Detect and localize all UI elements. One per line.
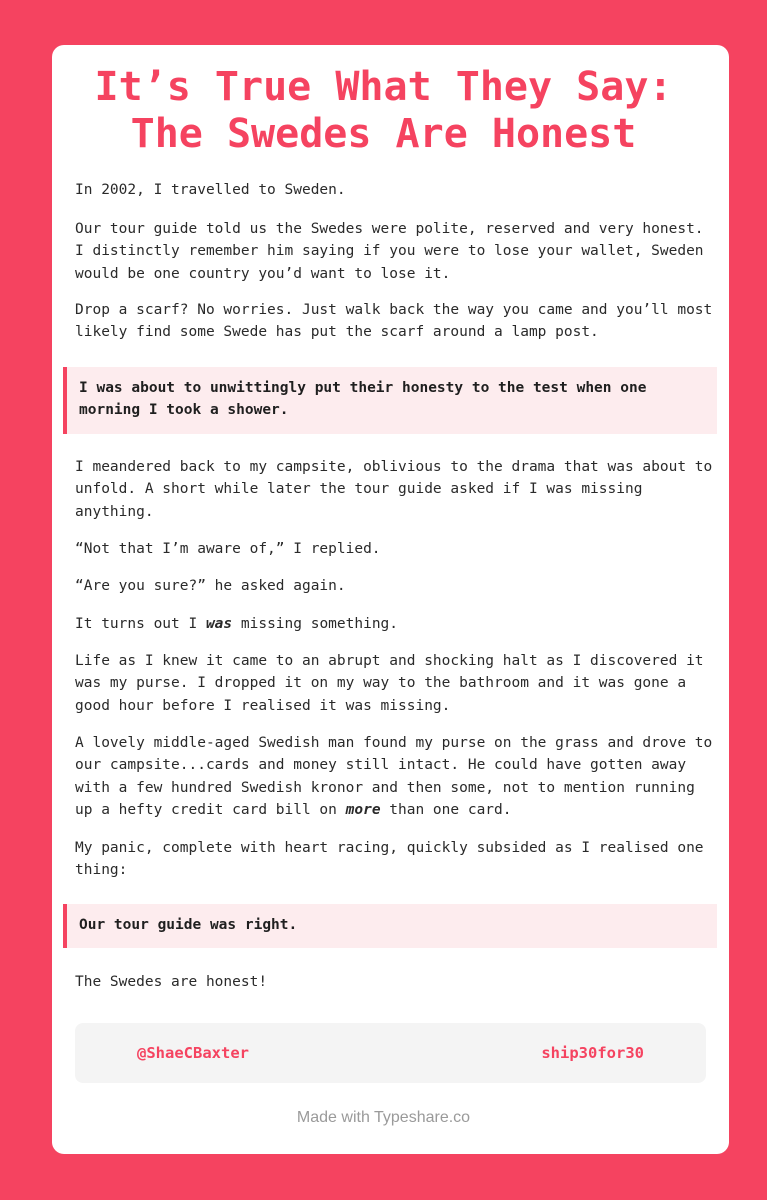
callout-honesty-test-text: I was about to unwittingly put their honesty to the test when one morning I took a shower. <box>79 380 647 419</box>
callout-guide-right-text: Our tour guide was right. <box>79 917 298 933</box>
article-title <box>0 64 767 158</box>
hashtag-label: ship30for30 <box>541 1044 644 1062</box>
paragraph-swedish-man <box>75 732 715 821</box>
p9-emphasis: more <box>345 801 381 818</box>
paragraph-missing-something <box>75 613 715 635</box>
paragraph-campsite: I meandered back to my campsite, oblivious to the drama that was about to unfold. A short while later the tour guide asked if I was missing anything. <box>75 459 713 520</box>
p9-after: than one card. <box>380 801 512 818</box>
title-line-1: It’s True What They Say: <box>94 64 673 110</box>
callout-guide-right <box>63 904 717 948</box>
paragraph-tour-guide: Our tour guide told us the Swedes were polite, reserved and very honest. I distinctly remember him saying if you were to lose your wallet, Sweden would be one country you’d want to lose it. <box>75 221 704 282</box>
paragraph-are-you-sure: “Are you sure?” he asked again. <box>75 578 346 594</box>
author-footer <box>75 1023 706 1083</box>
paragraph-panic: My panic, complete with heart racing, quickly subsided as I realised one thing: <box>75 840 704 879</box>
paragraph-reply: “Not that I’m aware of,” I replied. <box>75 541 381 557</box>
paragraph-intro: In 2002, I travelled to Sweden. <box>75 182 346 198</box>
title-line-2: The Swedes Are Honest <box>130 111 637 157</box>
author-handle: @ShaeCBaxter <box>137 1044 249 1062</box>
p9-before: A lovely middle-aged Swedish man found my purse on the grass and drove to our campsite...cards and money still intact. He could have gotten away with a few hundred Swedish kronor and then some, not to mention running up a hefty credit card bill on <box>75 735 713 818</box>
paragraph-conclusion: The Swedes are honest! <box>75 974 268 990</box>
paragraph-scarf: Drop a scarf? No worries. Just walk back the way you came and you’ll most likely find some Swede has put the scarf around a lamp post. <box>75 302 713 341</box>
p7-emphasis: was <box>205 616 233 632</box>
p7-before: It turns out I <box>75 616 206 632</box>
paragraph-purse: Life as I knew it came to an abrupt and shocking halt as I discovered it was my purse. I dropped it on my way to the bathroom and it was gone a good hour before I realised it was missing. <box>75 653 704 714</box>
p7-after: missing something. <box>232 616 399 632</box>
typeshare-credit: Made with Typeshare.co <box>296 1109 471 1126</box>
callout-honesty-test <box>63 367 717 434</box>
